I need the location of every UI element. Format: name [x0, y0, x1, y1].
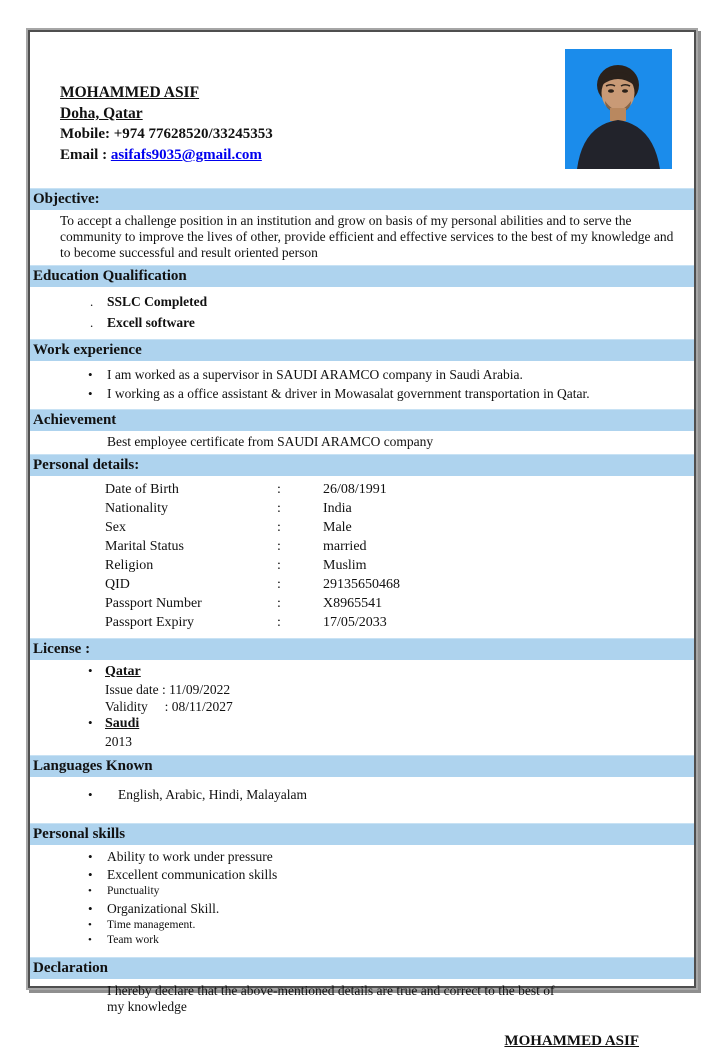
detail-label: Nationality — [105, 501, 168, 516]
declaration-text: I hereby declare that the above-mentioned details are true and correct to the best of my knowledge — [107, 982, 555, 1014]
dot-bullet-icon: . — [90, 315, 94, 330]
languages-list — [30, 787, 694, 803]
work-experience-item — [30, 384, 694, 403]
bullet-icon: • — [88, 900, 93, 916]
detail-label: Religion — [105, 558, 154, 573]
skill-item — [30, 884, 694, 900]
bullet-icon: • — [88, 715, 93, 730]
detail-separator: : — [277, 577, 281, 592]
section-title-achievement: Achievement — [30, 409, 694, 431]
detail-value: India — [323, 501, 352, 516]
license-year: 2013 — [105, 734, 132, 749]
bullet-icon: • — [88, 867, 93, 882]
bullet-icon: • — [88, 787, 93, 802]
personal-detail-row — [30, 594, 694, 613]
work-experience-text: I am worked as a supervisor in SAUDI ARAMCO company in Saudi Arabia. — [107, 367, 523, 382]
objective-text: To accept a challenge position in an institution and grow on basis of my personal abilities and to serve the community to improve the lives of other, provide efficient and effective services to the best of my knowledge and to become successful and result oriented person — [60, 213, 674, 260]
work-experience-list — [30, 365, 694, 403]
languages-text: English, Arabic, Hindi, Malayalam — [118, 787, 307, 802]
personal-detail-row — [30, 575, 694, 594]
signature-name: MOHAMMED ASIF — [504, 1032, 639, 1049]
skill-item — [30, 900, 694, 918]
detail-separator: : — [277, 615, 281, 630]
candidate-name: MOHAMMED ASIF — [60, 84, 200, 101]
detail-value: Muslim — [323, 558, 367, 573]
detail-label: QID — [105, 577, 130, 592]
skill-text: Ability to work under pressure — [107, 849, 273, 864]
detail-label: Sex — [105, 520, 126, 535]
personal-details-table — [30, 476, 694, 638]
email-label: Email : — [60, 147, 111, 163]
bullet-icon: • — [88, 663, 93, 678]
detail-value: 29135650468 — [323, 577, 400, 592]
detail-label: Passport Expiry — [105, 615, 195, 630]
detail-separator: : — [277, 558, 281, 573]
license-country: Qatar — [105, 664, 141, 679]
detail-value: Male — [323, 520, 352, 535]
detail-separator: : — [277, 482, 281, 497]
signature-block — [30, 1033, 694, 1050]
license-issue-date: Issue date : 11/09/2022 — [105, 682, 231, 697]
education-item-label: SSLC Completed — [107, 294, 208, 309]
section-title-objective: Objective: — [30, 188, 694, 210]
skills-list — [30, 848, 694, 949]
mobile-number: +974 77628520/33245353 — [113, 126, 273, 142]
bullet-icon: • — [88, 367, 93, 382]
personal-detail-row — [30, 613, 694, 632]
education-list — [30, 291, 694, 333]
work-experience-text: I working as a office assistant & driver in Mowasalat government transportation in Qatar. — [107, 386, 590, 401]
detail-label: Passport Number — [105, 596, 202, 611]
detail-separator: : — [277, 501, 281, 516]
dot-bullet-icon: . — [90, 294, 94, 309]
education-item — [30, 291, 694, 312]
license-list — [30, 663, 694, 750]
detail-separator: : — [277, 520, 281, 535]
resume-header — [30, 32, 694, 188]
personal-detail-row — [30, 556, 694, 575]
bullet-icon: • — [88, 934, 92, 946]
detail-value: married — [323, 539, 367, 554]
skill-text: Time management. — [107, 918, 196, 931]
mobile-label: Mobile: — [60, 126, 114, 142]
skill-text: Excellent communication skills — [107, 867, 278, 882]
achievement-text: Best employee certificate from SAUDI ARAMCO company — [107, 434, 434, 449]
skill-text: Organizational Skill. — [107, 900, 220, 916]
section-title-license: License : — [30, 638, 694, 660]
work-experience-item — [30, 365, 694, 384]
section-title-declaration: Declaration — [30, 957, 694, 979]
profile-photo — [565, 49, 672, 169]
mobile-line — [60, 124, 273, 145]
skill-item — [30, 933, 694, 949]
education-item-label: Excell software — [107, 315, 195, 330]
license-country: Saudi — [105, 716, 140, 731]
contact-block — [60, 82, 273, 166]
skill-item — [30, 848, 694, 866]
candidate-location: Doha, Qatar — [60, 105, 143, 122]
license-entry — [30, 663, 694, 715]
detail-value: X8965541 — [323, 596, 383, 611]
section-title-work-experience: Work experience — [30, 339, 694, 361]
detail-separator: : — [277, 539, 281, 554]
email-line — [60, 145, 273, 166]
section-title-personal-details: Personal details: — [30, 454, 694, 476]
license-validity: Validity : 08/11/2027 — [105, 699, 233, 714]
personal-detail-row — [30, 518, 694, 537]
bullet-icon: • — [88, 885, 92, 897]
detail-value: 17/05/2033 — [323, 615, 387, 630]
skill-text: Punctuality — [107, 885, 160, 897]
education-item — [30, 312, 694, 333]
detail-label: Date of Birth — [105, 482, 179, 497]
skill-text: Team work — [107, 934, 159, 946]
email-link[interactable]: asifafs9035@gmail.com — [110, 147, 262, 163]
bullet-icon: • — [88, 918, 92, 931]
bullet-icon: • — [88, 386, 93, 401]
section-title-languages: Languages Known — [30, 755, 694, 777]
personal-detail-row — [30, 499, 694, 518]
license-entry — [30, 715, 694, 750]
detail-label: Marital Status — [105, 539, 184, 554]
detail-value: 26/08/1991 — [323, 482, 387, 497]
personal-detail-row — [30, 537, 694, 556]
section-title-education: Education Qualification — [30, 265, 694, 287]
skill-item — [30, 918, 694, 934]
skill-item — [30, 866, 694, 884]
resume-page — [28, 30, 696, 1049]
personal-detail-row — [30, 480, 694, 499]
bullet-icon: • — [88, 849, 93, 864]
detail-separator: : — [277, 596, 281, 611]
section-title-personal-skills: Personal skills — [30, 823, 694, 845]
